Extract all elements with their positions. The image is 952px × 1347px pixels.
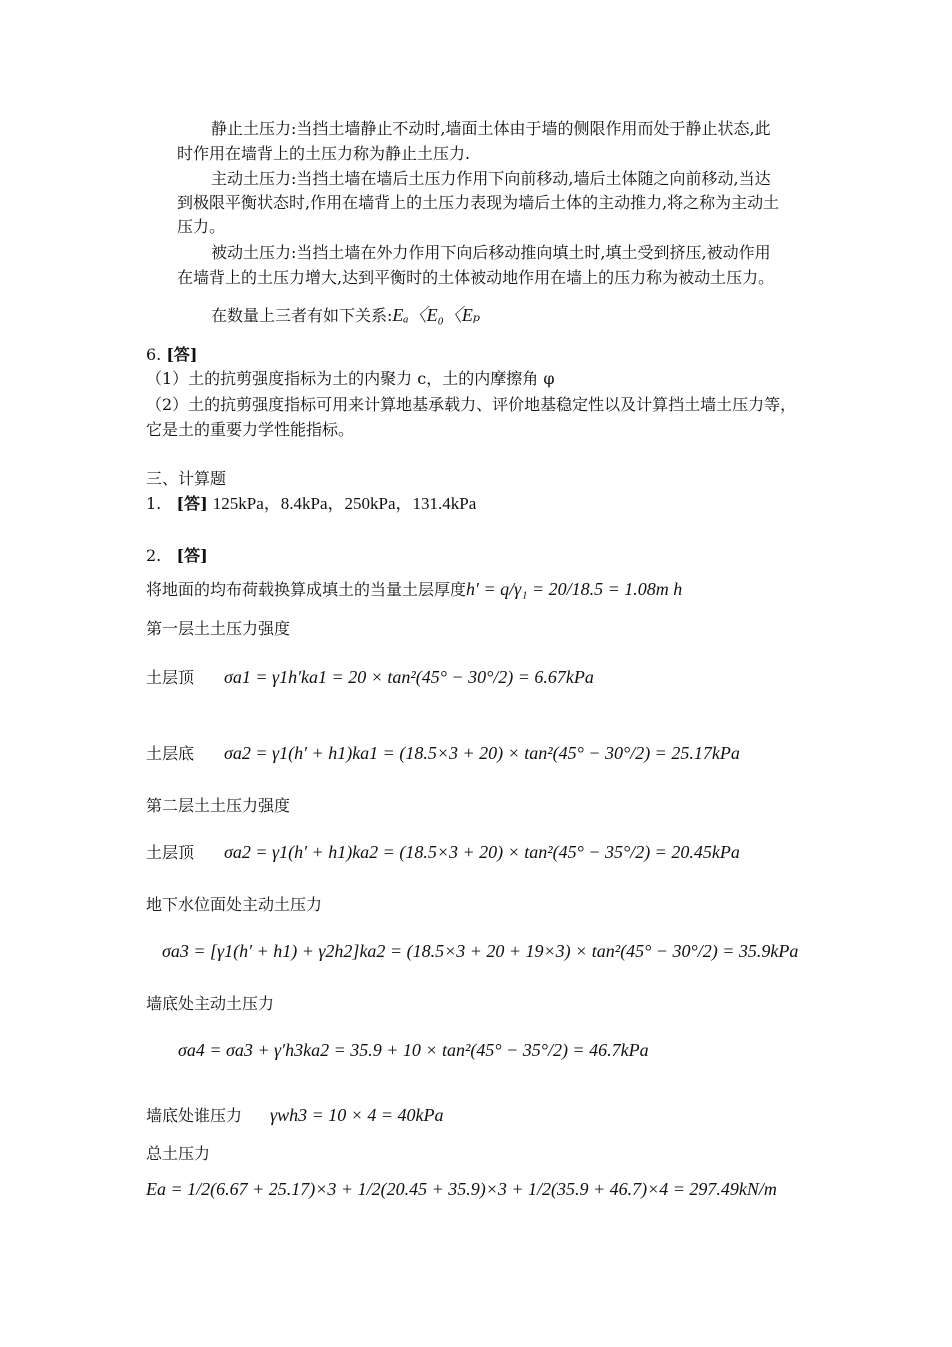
layer1-heading: 第一层土土压力强度	[146, 619, 291, 638]
equivalent-thickness-text: 将地面的均布荷载换算成填土的当量土层厚度	[146, 580, 467, 599]
layer1-bottom-label: 土层底	[146, 744, 195, 763]
calc-q2-number: 2.	[146, 546, 162, 565]
water-pressure-label: 墙底处谁压力	[146, 1106, 243, 1125]
relation-formula: Eₐ〈E₀〈Eₚ	[392, 305, 481, 325]
calc-q1-answer-tag: [答]	[176, 494, 208, 513]
layer1-bottom-formula: σa2 = γ1(h′ + h1)ka1 = (18.5×3 + 20) × tan²(45° − 30°/2) = 25.17kPa	[224, 743, 740, 763]
layer2-heading: 第二层土土压力强度	[146, 796, 291, 815]
calc-q2-answer-tag: [答]	[176, 546, 208, 565]
q6-answer-tag: [答]	[166, 345, 198, 364]
static-pressure-def-line1: 静止土压力:当挡土墙静止不动时,墙面土体由于墙的侧限作用而处于静止状态,此	[211, 119, 771, 138]
section3-heading: 三、计算题	[146, 469, 227, 488]
relation-text: 在数量上三者有如下关系:	[211, 306, 393, 325]
water-table-formula	[162, 941, 798, 962]
active-pressure-def-line3: 压力。	[177, 217, 226, 236]
q6-number: 6.	[146, 345, 162, 364]
passive-pressure-def-line1: 被动土压力:当挡土墙在外力作用下向后移动推向填土时,填土受到挤压,被动作用	[211, 243, 771, 262]
calc-q1-answer: 125kPa，8.4kPa，250kPa，131.4kPa	[212, 494, 477, 513]
layer1-top-formula: σa1 = γ1h′ka1 = 20 × tan²(45° − 30°/2) = 6.67kPa	[224, 667, 594, 687]
equivalent-thickness-line	[146, 578, 682, 601]
water-pressure-formula: γwh3 = 10 × 4 = 40kPa	[270, 1105, 444, 1125]
q6-item2-line2: 它是土的重要力学性能指标。	[146, 420, 355, 439]
water-table-formula-text: σa3 = [γ1(h′ + h1) + γ2h2]ka2 = (18.5×3 + 20 + 19×3) × tan²(45° − 30°/2) = 35.9kPa	[162, 941, 799, 961]
active-pressure-def-line2: 到极限平衡状态时,作用在墙背上的土压力表现为墙后土体的主动推力,将之称为主动土	[177, 193, 780, 212]
wall-base-heading: 墙底处主动土压力	[146, 994, 275, 1013]
passive-pressure-def-line2: 在墙背上的土压力增大,达到平衡时的土体被动地作用在墙上的压力称为被动土压力。	[177, 268, 775, 287]
layer1-bottom-line	[146, 742, 740, 765]
q6-header	[146, 344, 198, 366]
layer2-top-line	[146, 841, 740, 864]
total-pressure-heading: 总土压力	[146, 1144, 211, 1163]
static-pressure-def-line2: 时作用在墙背上的土压力称为静止土压力.	[177, 144, 471, 163]
total-pressure-line	[146, 1178, 777, 1201]
layer1-top-line	[146, 666, 594, 689]
water-pressure-line	[146, 1104, 444, 1127]
q6-item1: （1）土的抗剪强度指标为土的内聚力 c，土的内摩擦角 φ	[146, 369, 555, 388]
calc-q1-line	[146, 493, 476, 515]
wall-base-formula-text: σa4 = σa3 + γ′h3ka2 = 35.9 + 10 × tan²(45° − 35°/2) = 46.7kPa	[178, 1040, 649, 1060]
layer2-top-formula: σa2 = γ1(h′ + h1)ka2 = (18.5×3 + 20) × tan²(45° − 35°/2) = 20.45kPa	[224, 842, 740, 862]
equivalent-thickness-formula: h′ = q/γ₁ = 20/18.5 = 1.08m h	[466, 579, 683, 599]
total-pressure-formula: Ea = 1/2(6.67 + 25.17)×3 + 1/2(20.45 + 35.9)×3 + 1/2(35.9 + 46.7)×4 = 297.49kN/m	[146, 1179, 777, 1199]
q6-item2-line1: （2）土的抗剪强度指标可用来计算地基承载力、评价地基稳定性以及计算挡土墙土压力等，	[146, 395, 797, 414]
relation-line	[211, 304, 480, 327]
layer1-top-label: 土层顶	[146, 668, 195, 687]
calc-q2-header	[146, 545, 208, 567]
layer2-top-label: 土层顶	[146, 843, 195, 862]
active-pressure-def-line1: 主动土压力:当挡土墙在墙后土压力作用下向前移动,墙后土体随之向前移动,当达	[211, 169, 771, 188]
water-table-heading: 地下水位面处主动土压力	[146, 895, 323, 914]
calc-q1-number: 1.	[146, 494, 162, 513]
wall-base-formula	[178, 1040, 649, 1061]
